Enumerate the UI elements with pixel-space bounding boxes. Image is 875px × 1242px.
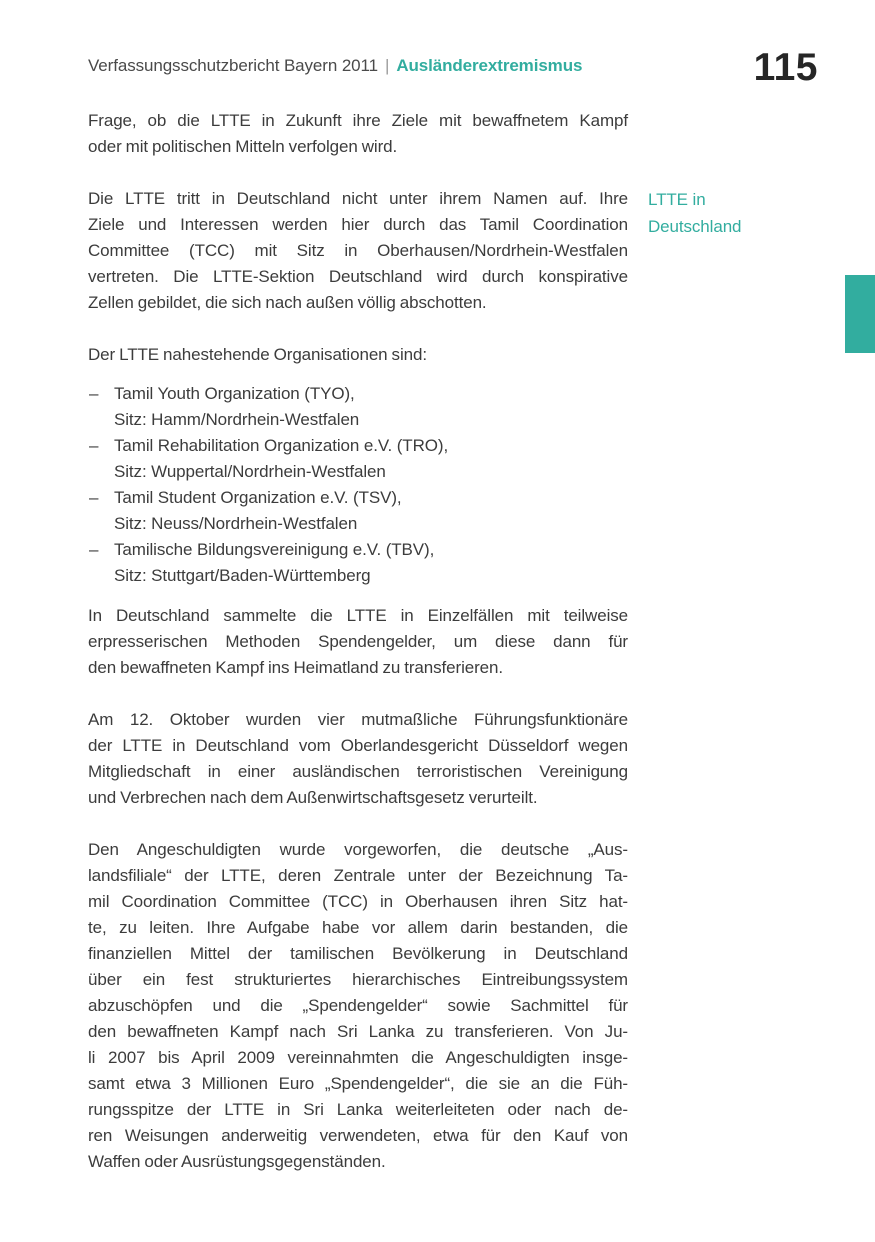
- paragraph: [88, 707, 853, 811]
- paragraph-line: Ziele und Interessen werden hier durch das Tamil Coordination: [88, 215, 628, 234]
- paragraph-line: In Deutschland sammelte die LTTE in Einzelfällen mit teilweise: [88, 606, 628, 625]
- list-dash: –: [89, 488, 99, 507]
- paragraph-line: Mitgliedschaft in einer ausländischen terroristischen Vereinigung: [88, 762, 628, 781]
- list-item-name-text: Tamilische Bildungsvereinigung e.V. (TBV),: [114, 540, 435, 559]
- margin-note-line: Deutschland: [648, 217, 742, 236]
- paragraph-line: den bewaffneten Kampf nach Sri Lanka zu transferieren. Von Ju-: [88, 1022, 628, 1041]
- list-dash: –: [89, 384, 99, 403]
- paragraph-line: vertreten. Die LTTE-Sektion Deutschland wird durch konspirative: [88, 267, 628, 286]
- list-item-name-text: Tamil Youth Organization (TYO),: [114, 384, 355, 403]
- paragraph-line: Die LTTE tritt in Deutschland nicht unter ihrem Namen auf. Ihre: [88, 189, 628, 208]
- paragraph: [88, 186, 853, 316]
- block-text: [88, 342, 628, 368]
- paragraph-line: erpresserischen Methoden Spendengelder, um diese dann für: [88, 632, 628, 651]
- paragraph-line: te, zu leiten. Ihre Aufgabe habe vor allem darin bestanden, die: [88, 918, 628, 937]
- running-header: [88, 55, 582, 77]
- paragraph-line: abzuschöpfen und die „Spendengelder“ sowie Sachmittel für: [88, 996, 628, 1015]
- block-text: [88, 381, 628, 589]
- block-text: [88, 603, 628, 681]
- list-item-seat: Sitz: Neuss/Nordrhein-Westfalen: [114, 514, 358, 533]
- organization-list: [88, 381, 853, 589]
- paragraph-line: samt etwa 3 Millionen Euro „Spendengelder“, die sie an die Füh-: [88, 1074, 628, 1093]
- list-item-seat: Sitz: Stuttgart/Baden-Württemberg: [114, 566, 371, 585]
- block-text: [88, 707, 628, 811]
- block-text: [88, 837, 628, 1175]
- list-item: [88, 537, 628, 589]
- paragraph-line: li 2007 bis April 2009 vereinnahmten die Angeschuldigten insge-: [88, 1048, 628, 1067]
- report-title: Verfassungsschutzbericht Bayern 2011: [88, 56, 378, 75]
- paragraph-line: Waffen oder Ausrüstungsgegenständen.: [88, 1152, 386, 1171]
- paragraph-line: den bewaffneten Kampf ins Heimatland zu transferieren.: [88, 658, 503, 677]
- list-item: [88, 433, 628, 485]
- page-number: 115: [753, 46, 818, 89]
- paragraph: [88, 603, 853, 681]
- paragraph-line: Frage, ob die LTTE in Zukunft ihre Ziele mit bewaffnetem Kampf: [88, 111, 628, 130]
- list-item-name: [88, 485, 628, 511]
- list-item-seat: Sitz: Wuppertal/Nordrhein-Westfalen: [114, 462, 386, 481]
- paragraph-line: finanziellen Mittel der tamilischen Bevölkerung in Deutschland: [88, 944, 628, 963]
- paragraph: [88, 837, 853, 1175]
- paragraph-line: landsfiliale“ der LTTE, deren Zentrale unter der Bezeichnung Ta-: [88, 866, 628, 885]
- list-dash: –: [89, 540, 99, 559]
- paragraph-line: oder mit politischen Mitteln verfolgen wird.: [88, 137, 398, 156]
- list-item: [88, 381, 628, 433]
- content: [88, 108, 853, 1201]
- paragraph: [88, 108, 853, 160]
- block-text: [88, 186, 628, 316]
- paragraph-line: Am 12. Oktober wurden vier mutmaßliche Führungsfunktionäre: [88, 710, 628, 729]
- paragraph-line: der LTTE in Deutschland vom Oberlandesgericht Düsseldorf wegen: [88, 736, 628, 755]
- list-item-name: [88, 537, 628, 563]
- block-text: [88, 108, 628, 160]
- paragraph-line: Der LTTE nahestehende Organisationen sind:: [88, 345, 427, 364]
- paragraph-line: ren Weisungen anderweitig verwendeten, etwa für den Kauf von: [88, 1126, 628, 1145]
- paragraph: [88, 342, 853, 368]
- paragraph-line: über ein fest strukturiertes hierarchisches Eintreibungssystem: [88, 970, 628, 989]
- list-item: [88, 485, 628, 537]
- margin-note-line: LTTE in: [648, 190, 706, 209]
- paragraph-line: rungsspitze der LTTE in Sri Lanka weiterleiteten oder nach de-: [88, 1100, 628, 1119]
- list-dash: –: [89, 436, 99, 455]
- paragraph-line: Den Angeschuldigten wurde vorgeworfen, die deutsche „Aus-: [88, 840, 628, 859]
- margin-note: [648, 186, 833, 240]
- list-item-name-text: Tamil Student Organization e.V. (TSV),: [114, 488, 402, 507]
- header-divider: |: [384, 56, 390, 75]
- paragraph-line: Committee (TCC) mit Sitz in Oberhausen/Nordrhein-Westfalen: [88, 241, 628, 260]
- list-item-seat: Sitz: Hamm/Nordrhein-Westfalen: [114, 410, 360, 429]
- paragraph-line: mil Coordination Committee (TCC) in Oberhausen ihren Sitz hat-: [88, 892, 628, 911]
- section-title: Ausländerextremismus: [396, 56, 583, 75]
- paragraph-line: Zellen gebildet, die sich nach außen völlig abschotten.: [88, 293, 487, 312]
- list-item-name: [88, 433, 628, 459]
- list-item-name-text: Tamil Rehabilitation Organization e.V. (TRO),: [114, 436, 449, 455]
- paragraph-line: und Verbrechen nach dem Außenwirtschaftsgesetz verurteilt.: [88, 788, 538, 807]
- list-item-name: [88, 381, 628, 407]
